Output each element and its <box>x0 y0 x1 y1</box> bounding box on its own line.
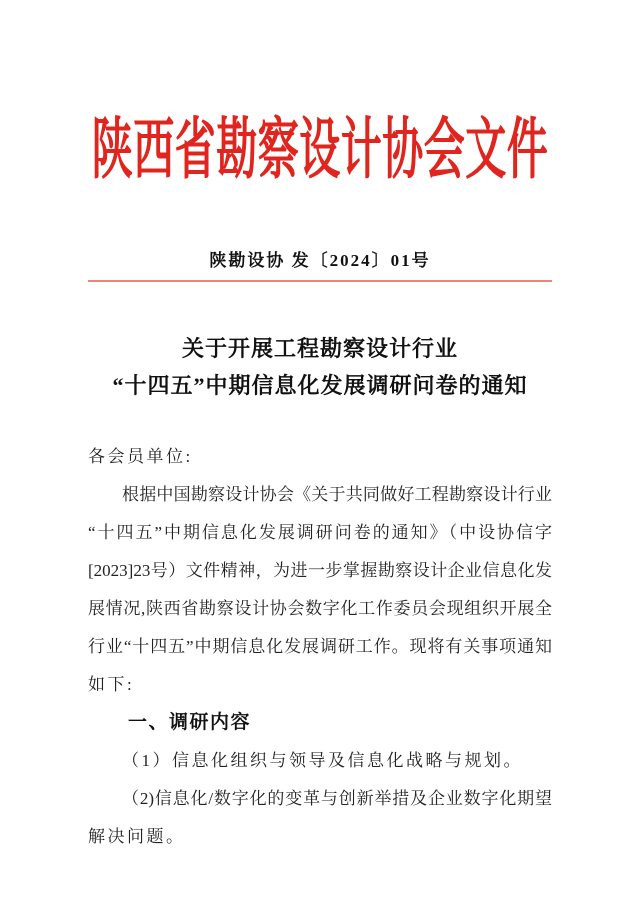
list-item-line: 解决问题。 <box>88 827 186 846</box>
notice-title-line2: “十四五”中期信息化发展调研问卷的通知 <box>112 373 528 398</box>
paragraph-line: [2023]23号）文件精神，为进一步掌握勘察设计企业信息化发 <box>88 561 552 580</box>
notice-title <box>0 330 640 404</box>
paragraph-line: 如下: <box>88 675 135 694</box>
paragraph-line: “十四五”中期信息化发展调研问卷的通知》（中设协信字 <box>88 523 552 542</box>
letterhead-title: 陕西省勘察设计协会文件 <box>91 111 549 186</box>
document-body <box>88 438 552 856</box>
notice-title-line1: 关于开展工程勘察设计行业 <box>181 336 458 361</box>
paragraph-line: 根据中国勘察设计协会《关于共同做好工程勘察设计行业 <box>122 485 552 504</box>
paragraph-line: 展情况,陕西省勘察设计协会数字化工作委员会现组织开展全 <box>88 599 552 618</box>
section-heading: 一、调研内容 <box>128 712 252 733</box>
list-item-line: （2)信息化/数字化的变革与创新举措及企业数字化期望 <box>122 789 552 808</box>
letterhead <box>0 0 640 198</box>
document-number: 陕勘设协 发〔2024〕01号 <box>209 251 431 270</box>
paragraph-line: 行业“十四五”中期信息化发展调研工作。现将有关事项通知 <box>88 637 552 656</box>
list-item-line: （1）信息化组织与领导及信息化战略与规划。 <box>122 751 523 770</box>
red-divider-line <box>88 280 552 282</box>
salutation: 各会员单位: <box>88 447 193 466</box>
